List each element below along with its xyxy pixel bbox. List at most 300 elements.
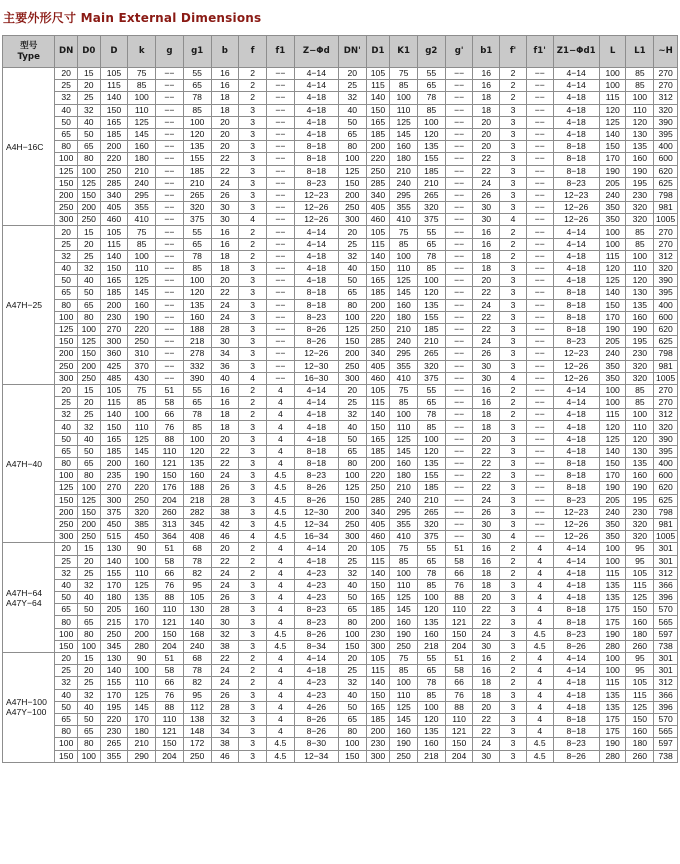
table-cell: 250 [100,628,128,640]
table-cell: 100 [390,250,418,262]
table-cell: 425 [100,360,128,372]
table-cell: 100 [55,311,78,323]
table-cell: 32 [55,409,78,421]
table-cell: 125 [128,689,156,701]
table-cell: 85 [417,689,445,701]
table-cell: 2 [500,238,527,250]
table-cell: 8−23 [294,177,338,189]
table-cell: 981 [654,360,678,372]
table-cell: 204 [156,494,184,506]
table-cell: 20 [473,128,500,140]
table-cell: 120 [626,433,654,445]
table-cell: 4 [526,689,553,701]
table-row [3,238,678,250]
table-cell: 3 [239,701,267,713]
table-row [3,177,678,189]
table-cell: −− [526,214,553,226]
table-cell: −− [445,116,473,128]
table-cell: 58 [445,665,473,677]
table-cell: 160 [390,616,418,628]
column-header: f1' [526,36,553,68]
table-cell: 340 [366,506,390,518]
table-cell: 160 [183,470,211,482]
table-row [3,421,678,433]
table-row [3,470,678,482]
table-cell: 16 [211,226,239,238]
table-cell: 168 [183,628,211,640]
table-cell: 12−26 [294,202,338,214]
column-header: f' [500,36,527,68]
table-cell: 12−23 [553,506,599,518]
table-cell: 16 [473,226,500,238]
table-cell: 170 [128,713,156,725]
table-cell: 100 [599,80,626,92]
table-cell: 390 [654,275,678,287]
column-header: g1 [183,36,211,68]
type-name: A47H−64 [6,587,43,598]
table-cell: 58 [156,397,184,409]
table-cell: 40 [77,116,100,128]
table-cell: 4−18 [553,445,599,457]
table-cell: 3 [500,604,527,616]
table-cell: 312 [654,250,678,262]
table-cell: 25 [77,677,100,689]
table-cell: 8−18 [553,299,599,311]
table-cell: −− [156,165,184,177]
table-cell: 15 [77,68,100,80]
table-cell: 350 [599,214,626,226]
table-cell: 100 [417,275,445,287]
table-cell: −− [526,128,553,140]
table-cell: 40 [338,263,366,275]
table-cell: 360 [100,348,128,360]
table-cell: 190 [599,165,626,177]
table-cell: −− [526,482,553,494]
table-cell: −− [445,323,473,335]
table-cell: 3 [239,116,267,128]
table-cell: 85 [626,384,654,396]
table-row [3,482,678,494]
table-cell: −− [526,287,553,299]
table-cell: 40 [77,701,100,713]
table-cell: 150 [366,263,390,275]
table-cell: −− [156,372,184,384]
table-cell: 40 [338,579,366,591]
table-cell: 210 [390,165,418,177]
table-cell: 395 [654,445,678,457]
table-cell: −− [526,384,553,396]
table-cell: 1005 [654,214,678,226]
table-cell: 570 [654,604,678,616]
table-cell: 80 [55,458,78,470]
column-header: L1 [626,36,654,68]
table-cell: 12−26 [294,348,338,360]
table-cell: 8−18 [294,458,338,470]
table-cell: 3 [500,628,527,640]
table-cell: 165 [100,116,128,128]
table-cell: 80 [77,628,100,640]
table-cell: 4−18 [294,433,338,445]
dimensions-table-container [2,35,678,763]
table-cell: 4 [526,604,553,616]
table-cell: 65 [77,299,100,311]
column-header: b1 [473,36,500,68]
table-cell: 798 [654,506,678,518]
table-cell: 80 [338,616,366,628]
table-cell: 410 [128,214,156,226]
table-cell: −− [266,128,294,140]
table-cell: 4−14 [553,226,599,238]
table-cell: 176 [156,482,184,494]
table-cell: 355 [128,202,156,214]
table-cell: 280 [599,640,626,652]
table-cell: 300 [338,372,366,384]
table-cell: 4.5 [266,506,294,518]
table-cell: −− [266,165,294,177]
table-cell: −− [445,336,473,348]
table-cell: 4 [526,567,553,579]
table-cell: 78 [183,409,211,421]
table-cell: 620 [654,323,678,335]
table-row [3,409,678,421]
table-cell: −− [156,323,184,335]
table-cell: 100 [128,92,156,104]
table-cell: 798 [654,348,678,360]
table-cell: 18 [211,250,239,262]
table-cell: 66 [445,677,473,689]
column-header: g [156,36,184,68]
table-cell: 3 [500,433,527,445]
table-cell: 265 [417,348,445,360]
table-cell: 16 [473,397,500,409]
table-cell: 80 [55,299,78,311]
table-cell: 460 [100,214,128,226]
table-cell: 355 [100,750,128,762]
table-cell: −− [526,433,553,445]
table-cell: 30 [473,531,500,543]
table-cell: 110 [128,104,156,116]
table-cell: 366 [654,689,678,701]
table-cell: 24 [211,470,239,482]
table-cell: −− [156,311,184,323]
table-cell: 16−30 [294,372,338,384]
table-cell: 140 [366,250,390,262]
table-cell: 20 [55,68,78,80]
table-cell: 620 [654,165,678,177]
table-cell: 22 [473,482,500,494]
table-cell: 2 [500,397,527,409]
table-cell: −− [526,445,553,457]
table-cell: 65 [183,238,211,250]
table-cell: 140 [366,567,390,579]
table-cell: −− [445,202,473,214]
table-cell: 40 [211,372,239,384]
table-cell: 32 [55,567,78,579]
table-row [3,531,678,543]
table-cell: 8−23 [294,311,338,323]
table-cell: 4 [266,409,294,421]
table-cell: 2 [500,555,527,567]
table-cell: 370 [128,360,156,372]
table-cell: 22 [473,713,500,725]
table-cell: 270 [654,384,678,396]
table-cell: 145 [390,445,418,457]
table-cell: 135 [626,141,654,153]
table-cell: 115 [626,579,654,591]
table-cell: −− [526,470,553,482]
table-cell: 95 [626,543,654,555]
table-cell: 145 [390,604,418,616]
table-cell: 2 [500,409,527,421]
table-cell: 410 [390,214,418,226]
table-cell: 400 [654,458,678,470]
table-cell: 115 [599,567,626,579]
table-cell: 2 [239,238,267,250]
table-cell: −− [445,360,473,372]
table-cell: 230 [626,506,654,518]
table-cell: 80 [338,141,366,153]
table-cell: 75 [390,653,418,665]
table-cell: 210 [183,177,211,189]
table-cell: 150 [366,689,390,701]
type-group-cell [3,68,55,226]
table-cell: 8−18 [553,311,599,323]
table-cell: 2 [500,653,527,665]
table-cell: 410 [390,372,418,384]
table-cell: −− [266,116,294,128]
table-cell: 200 [77,202,100,214]
table-cell: 80 [77,311,100,323]
table-cell: 3 [500,189,527,201]
table-cell: −− [445,433,473,445]
table-cell: 32 [338,250,366,262]
table-row [3,640,678,652]
table-cell: 250 [366,323,390,335]
table-cell: 22 [473,165,500,177]
table-cell: 4−14 [553,238,599,250]
table-cell: 4−18 [294,263,338,275]
table-cell: 88 [445,701,473,713]
table-cell: 82 [183,567,211,579]
table-cell: 12−26 [553,214,599,226]
table-cell: 155 [417,470,445,482]
table-cell: 100 [77,165,100,177]
table-cell: 4.5 [266,494,294,506]
table-cell: 112 [183,701,211,713]
table-cell: 25 [338,238,366,250]
table-cell: −− [156,68,184,80]
table-cell: 85 [390,665,418,677]
table-cell: 95 [626,555,654,567]
table-cell: −− [156,153,184,165]
table-cell: 145 [390,287,418,299]
table-cell: 205 [100,604,128,616]
table-cell: 205 [599,177,626,189]
table-cell: 88 [156,433,184,445]
table-cell: 16 [211,384,239,396]
table-cell: 4 [500,214,527,226]
table-cell: 12−23 [553,348,599,360]
table-cell: 155 [183,153,211,165]
table-cell: 115 [100,238,128,250]
table-cell: 220 [366,153,390,165]
table-cell: 4−14 [553,555,599,567]
table-cell: 55 [417,543,445,555]
table-cell: 4.5 [266,482,294,494]
table-cell: 26 [473,348,500,360]
table-cell: 390 [654,433,678,445]
table-cell: 205 [599,494,626,506]
table-cell: 190 [626,482,654,494]
table-cell: 1005 [654,531,678,543]
table-cell: 121 [156,726,184,738]
table-cell: 320 [626,372,654,384]
table-cell: 145 [128,701,156,713]
table-cell: 218 [183,336,211,348]
table-cell: 120 [417,604,445,616]
table-cell: 250 [366,482,390,494]
table-cell: 185 [417,165,445,177]
table-cell: 76 [445,689,473,701]
table-cell: 312 [654,92,678,104]
table-cell: 3 [239,287,267,299]
table-cell: 135 [183,458,211,470]
table-cell: 120 [599,263,626,275]
table-cell: 25 [338,555,366,567]
table-cell: −− [266,323,294,335]
table-cell: 3 [500,104,527,116]
table-cell: 185 [100,287,128,299]
table-cell: 24 [473,628,500,640]
table-cell: 600 [654,153,678,165]
table-cell: 140 [100,665,128,677]
table-cell: 65 [55,445,78,457]
table-cell: 100 [55,738,78,750]
table-cell: 46 [211,750,239,762]
type-header-cn: 型号 [20,40,38,51]
table-cell: 8−18 [553,141,599,153]
table-cell: 30 [211,336,239,348]
table-cell: 3 [239,592,267,604]
table-cell: −− [445,263,473,275]
table-row [3,543,678,555]
table-cell: 125 [338,482,366,494]
table-cell: −− [526,92,553,104]
table-cell: 110 [626,104,654,116]
table-cell: 355 [390,360,418,372]
table-cell: 300 [55,214,78,226]
table-row [3,616,678,628]
table-cell: 200 [338,189,366,201]
table-cell: 20 [77,555,100,567]
table-cell: 32 [77,579,100,591]
table-cell: −− [445,482,473,494]
table-cell: 190 [599,628,626,640]
table-cell: 46 [211,531,239,543]
table-cell: 8−30 [294,738,338,750]
table-cell: 135 [626,299,654,311]
type-column-header [3,36,55,68]
table-cell: 4−18 [294,421,338,433]
table-cell: 150 [55,750,78,762]
table-cell: 24 [211,567,239,579]
table-cell: 150 [366,421,390,433]
table-cell: 40 [55,579,78,591]
table-cell: −− [445,165,473,177]
table-cell: −− [156,177,184,189]
table-cell: 200 [366,458,390,470]
table-cell: 170 [599,470,626,482]
table-cell: 8−26 [553,640,599,652]
table-cell: 125 [599,116,626,128]
table-cell: 8−26 [294,726,338,738]
table-cell: 78 [417,92,445,104]
table-cell: 8−23 [553,177,599,189]
table-cell: 78 [183,250,211,262]
table-cell: 30 [211,616,239,628]
table-cell: 30 [473,202,500,214]
table-cell: −− [526,177,553,189]
table-cell: 320 [183,202,211,214]
table-cell: 40 [77,592,100,604]
table-cell: 121 [156,616,184,628]
table-cell: 3 [239,604,267,616]
table-cell: 4 [239,372,267,384]
type-header-en: Type [17,51,40,62]
table-cell: 18 [211,92,239,104]
table-cell: 3 [239,433,267,445]
table-cell: 24 [211,665,239,677]
table-cell: 150 [366,104,390,116]
table-cell: 85 [128,397,156,409]
table-cell: 50 [338,275,366,287]
table-cell: 115 [100,80,128,92]
table-cell: 200 [77,360,100,372]
table-cell: 25 [338,665,366,677]
table-cell: 36 [211,360,239,372]
table-cell: −− [266,92,294,104]
table-cell: 4−14 [294,397,338,409]
table-cell: 115 [626,689,654,701]
table-cell: 250 [128,494,156,506]
table-cell: 4−14 [553,68,599,80]
table-row [3,397,678,409]
table-cell: 160 [390,299,418,311]
table-cell: −− [526,104,553,116]
table-cell: 301 [654,665,678,677]
table-cell: 8−26 [294,323,338,335]
table-cell: 180 [390,153,418,165]
table-cell: 170 [128,616,156,628]
table-cell: 130 [100,653,128,665]
table-cell: 8−18 [553,287,599,299]
table-cell: 350 [599,360,626,372]
table-cell: 135 [417,299,445,311]
table-cell: 18 [211,409,239,421]
table-cell: 4−18 [553,250,599,262]
table-cell: −− [156,360,184,372]
table-row [3,384,678,396]
table-cell: 165 [366,701,390,713]
table-cell: 4.5 [526,628,553,640]
table-cell: 250 [338,360,366,372]
table-cell: 12−26 [553,531,599,543]
table-cell: 20 [55,384,78,396]
table-cell: 20 [338,68,366,80]
table-cell: 105 [183,592,211,604]
table-cell: 55 [417,384,445,396]
table-cell: 65 [417,238,445,250]
